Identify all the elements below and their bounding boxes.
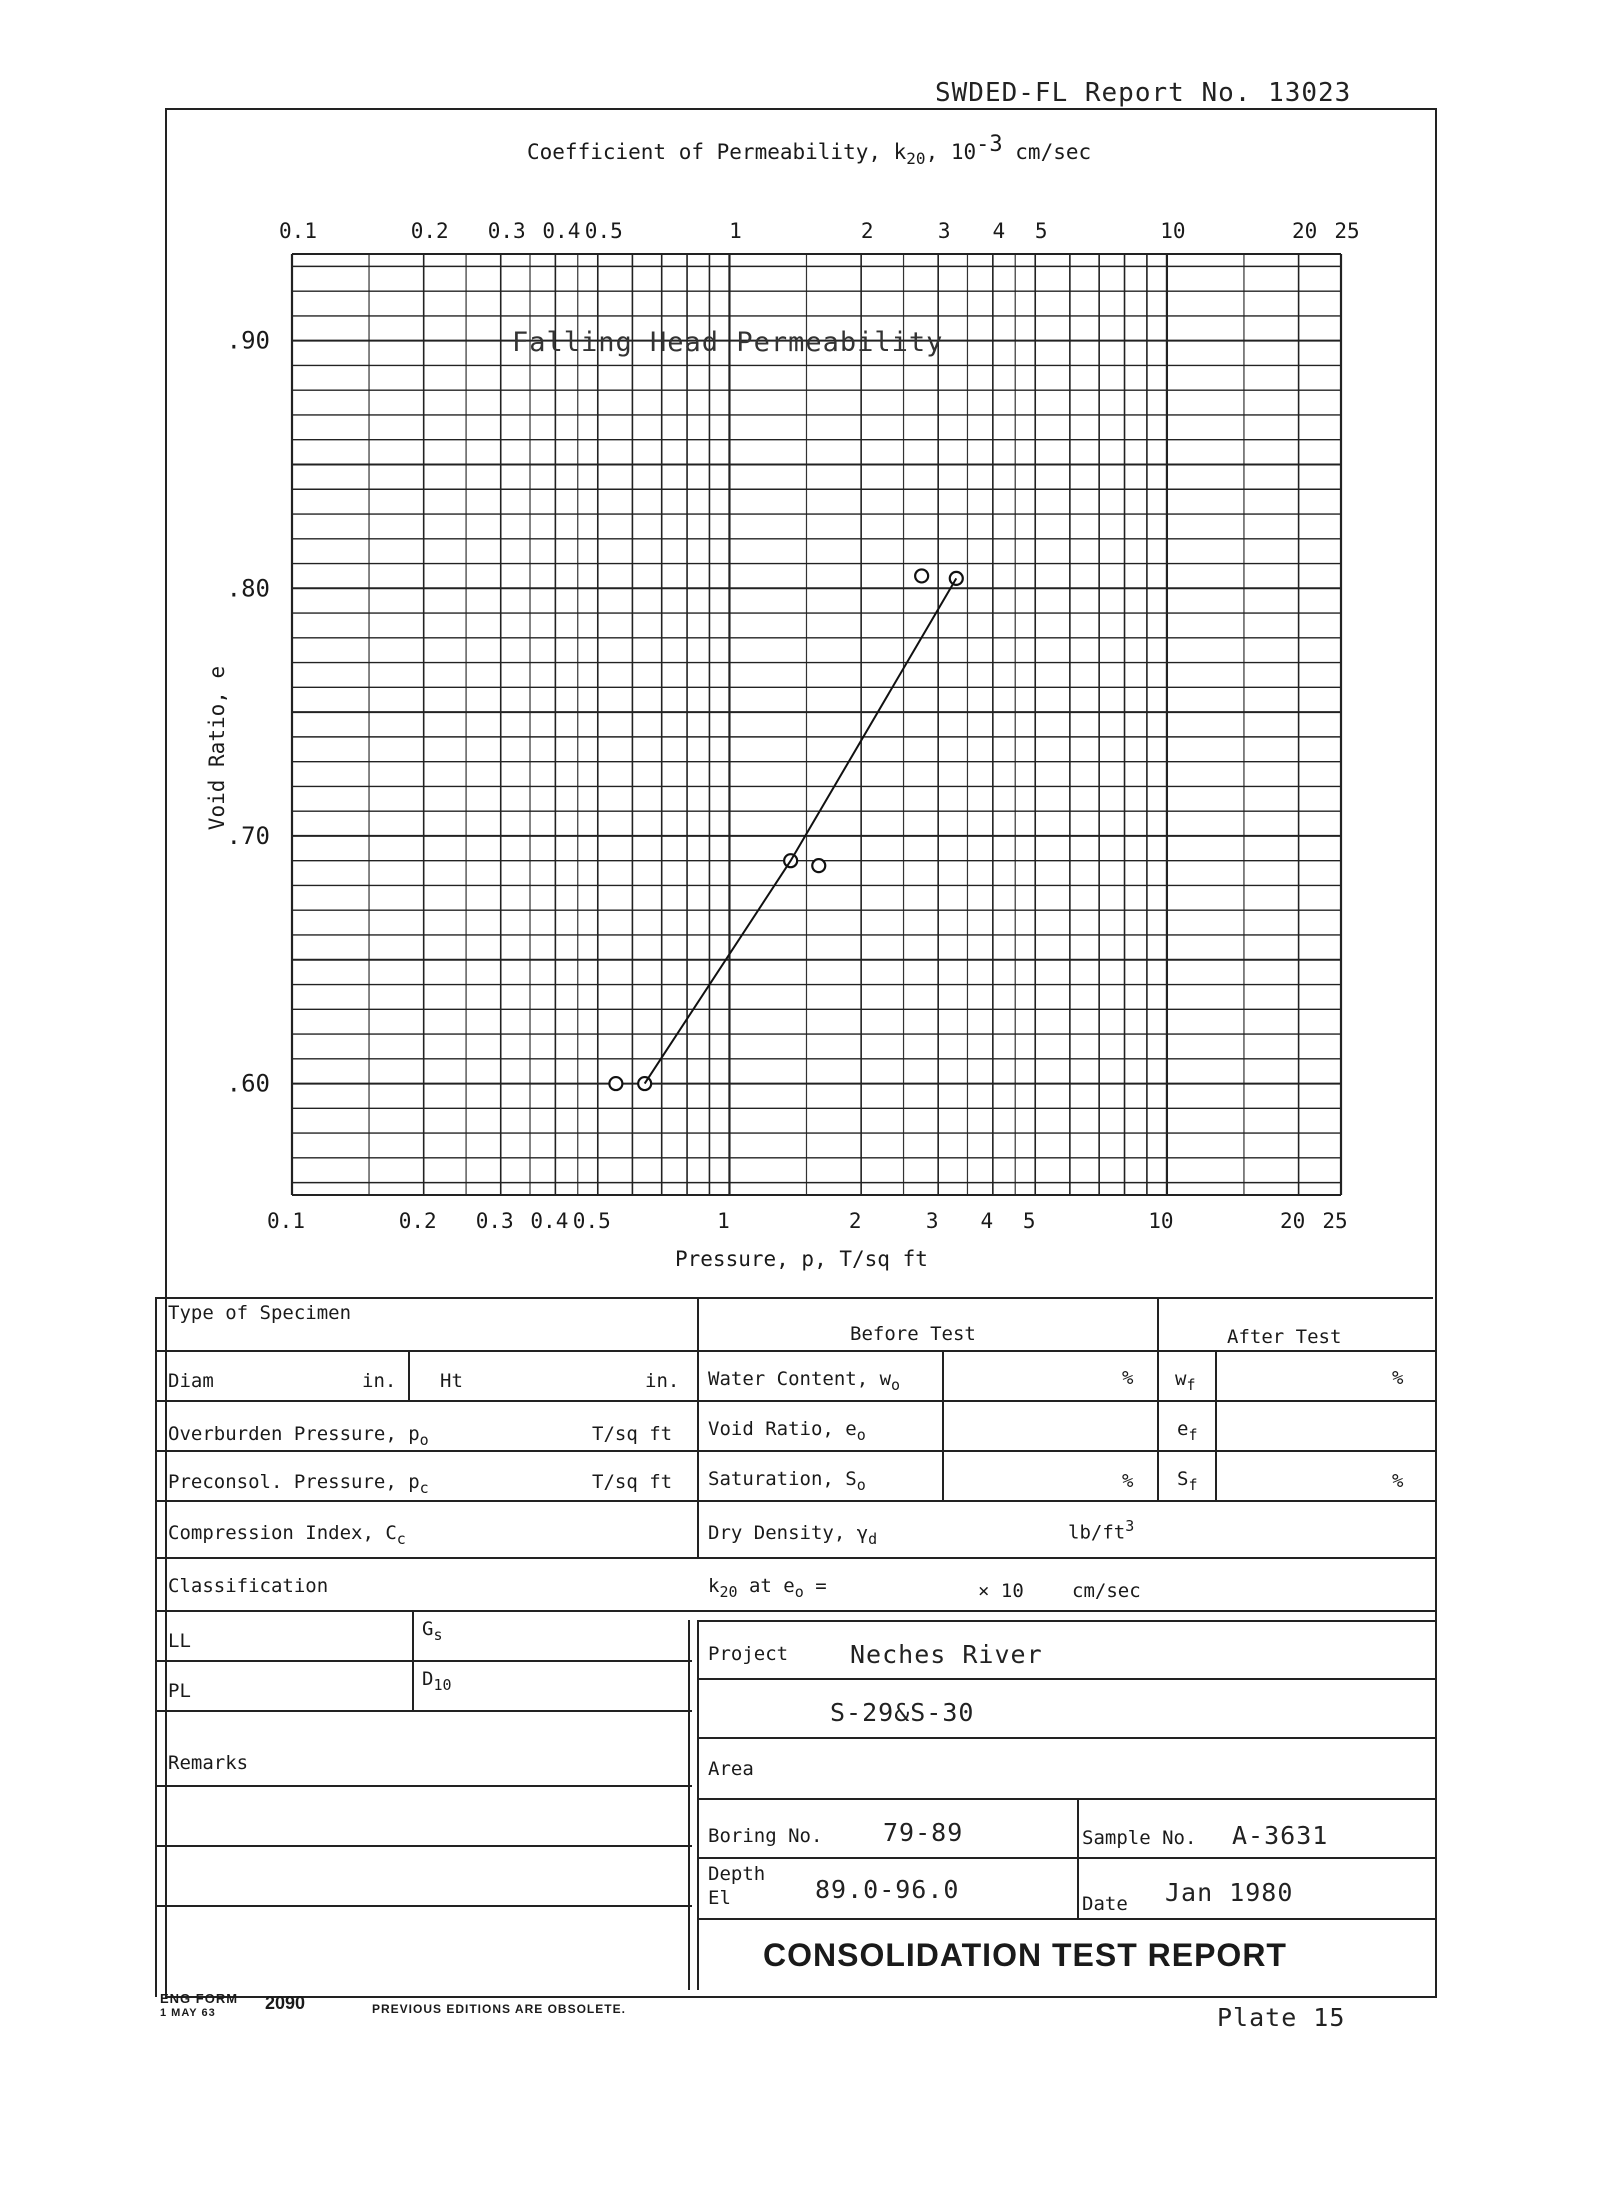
x-tick-label: 0.2: [398, 1209, 437, 1233]
top-tick-label: 4: [992, 219, 1006, 243]
overburden-label: Overburden Pressure, $p_o$: [168, 1423, 429, 1449]
ef-label: $e_f$: [1177, 1418, 1198, 1444]
preconsol-label: Preconsol. Pressure, $p_c$: [168, 1471, 429, 1497]
classification-label: Classification: [168, 1575, 329, 1597]
top-tick-label: 25: [1334, 219, 1360, 243]
top-tick-label: 0.3: [487, 219, 526, 243]
x-tick-label: 0.1: [267, 1209, 305, 1233]
compression-index-label: Compression Index, $C_c$: [168, 1522, 406, 1548]
date-value: Jan 1980: [1165, 1878, 1294, 1907]
y-axis-title: Void Ratio, e: [205, 665, 229, 831]
eng-form-label: ENG FORM: [160, 1991, 239, 2006]
y-tick-label: .60: [226, 1069, 270, 1098]
top-tick-label: 1: [729, 219, 742, 243]
preconsol-unit: T/sq ft: [592, 1471, 673, 1493]
top-tick-label: 0.5: [584, 219, 623, 243]
sf-label: $S_f$: [1177, 1468, 1198, 1494]
top-tick-label: 5: [1034, 219, 1048, 243]
dry-density-unit: $lb/ft^3$: [1068, 1517, 1135, 1544]
date-label: Date: [1082, 1893, 1128, 1915]
plate-number: Plate 15: [1217, 2003, 1346, 2032]
previous-editions-note: PREVIOUS EDITIONS ARE OBSOLETE.: [372, 2002, 626, 2016]
chart-grid: [292, 254, 1341, 1195]
y-tick-label: .70: [226, 821, 270, 850]
project-value: Neches River: [850, 1640, 1043, 1669]
ll-label: LL: [168, 1630, 191, 1652]
top-tick-label: 0.4: [542, 219, 581, 243]
k20-multiplier: × 10: [978, 1580, 1024, 1602]
data-point: [950, 572, 963, 585]
eng-form-date: 1 MAY 63: [160, 2007, 216, 2019]
consolidation-chart: [165, 108, 1437, 1298]
sample-value: A-3631: [1232, 1821, 1329, 1850]
depth-label: Depth: [708, 1863, 766, 1885]
diam-label: Diam: [168, 1370, 214, 1392]
top-tick-label: 10: [1160, 219, 1186, 243]
form-top-line: [155, 1297, 1433, 1299]
before-test-label: Before Test: [850, 1323, 976, 1345]
type-of-specimen-label: Type of Specimen: [168, 1302, 352, 1324]
water-content-label: Water Content, $w_o$: [708, 1368, 901, 1394]
data-point: [812, 859, 825, 872]
area-label: Area: [708, 1758, 754, 1780]
tick-labels: [227, 219, 1360, 1233]
ht-label: Ht: [440, 1370, 463, 1392]
x-tick-label: 1: [717, 1209, 730, 1233]
y-tick-label: .80: [226, 574, 270, 603]
y-tick-label: .90: [226, 326, 270, 355]
void-ratio-label: Void Ratio, $e_o$: [708, 1418, 866, 1444]
remarks-label: Remarks: [168, 1752, 249, 1774]
gs-label: $G_s$: [422, 1618, 443, 1644]
sf-unit: %: [1392, 1470, 1404, 1492]
water-content-unit: %: [1122, 1367, 1134, 1389]
top-tick-label: 0.2: [410, 219, 449, 243]
boring-label: Boring No.: [708, 1825, 823, 1847]
x-tick-label: 20: [1279, 1209, 1306, 1233]
top-tick-label: 3: [937, 219, 951, 243]
pl-label: PL: [168, 1680, 191, 1702]
report-title: CONSOLIDATION TEST REPORT: [763, 1937, 1287, 1973]
form-number: 2090: [265, 1993, 306, 2013]
ht-unit: in.: [645, 1370, 680, 1392]
chart-annotation: Falling Head Permeability: [512, 327, 944, 358]
dry-density-label: Dry Density, $\gamma_d$: [708, 1522, 878, 1548]
d10-label: $D_{10}$: [422, 1668, 452, 1694]
saturation-unit: %: [1122, 1470, 1134, 1492]
x-tick-label: 10: [1148, 1209, 1174, 1233]
overburden-unit: T/sq ft: [592, 1423, 673, 1445]
top-tick-label: 2: [860, 219, 874, 243]
project-value-line2: S-29&S-30: [830, 1698, 975, 1727]
x-axis-title: Pressure, p, T/sq ft: [675, 1247, 928, 1271]
saturation-label: Saturation, $S_o$: [708, 1468, 866, 1494]
el-label: El: [708, 1887, 731, 1909]
after-test-label: After Test: [1227, 1326, 1342, 1348]
wf-unit: %: [1392, 1367, 1404, 1389]
x-tick-label: 25: [1322, 1209, 1348, 1233]
data-point: [609, 1077, 622, 1090]
top-tick-label: 0.1: [279, 219, 317, 243]
trend-line: [645, 578, 957, 1083]
wf-label: $w_f$: [1175, 1368, 1196, 1394]
sample-label: Sample No.: [1082, 1827, 1197, 1849]
depth-value: 89.0-96.0: [815, 1875, 960, 1904]
x-tick-label: 0.5: [572, 1209, 611, 1233]
data-point: [915, 569, 928, 582]
x-tick-label: 4: [980, 1209, 994, 1233]
x-tick-label: 2: [848, 1209, 862, 1233]
x-tick-label: 5: [1022, 1209, 1036, 1233]
project-label: Project: [708, 1643, 789, 1665]
report-number: SWDED-FL Report No. 13023: [935, 78, 1352, 108]
k20-label: $k_{20}$ at $e_o$ =: [708, 1575, 827, 1601]
x-tick-label: 0.4: [530, 1209, 569, 1233]
top-tick-label: 20: [1291, 219, 1318, 243]
top-axis-title: Coefficient of Permeability, $k_{20}$, $10^{-3}$ cm/sec: [527, 132, 1092, 169]
boring-value: 79-89: [883, 1818, 964, 1847]
x-tick-label: 3: [925, 1209, 939, 1233]
x-tick-label: 0.3: [475, 1209, 514, 1233]
k20-unit: cm/sec: [1072, 1580, 1141, 1602]
diam-unit: in.: [362, 1370, 397, 1392]
